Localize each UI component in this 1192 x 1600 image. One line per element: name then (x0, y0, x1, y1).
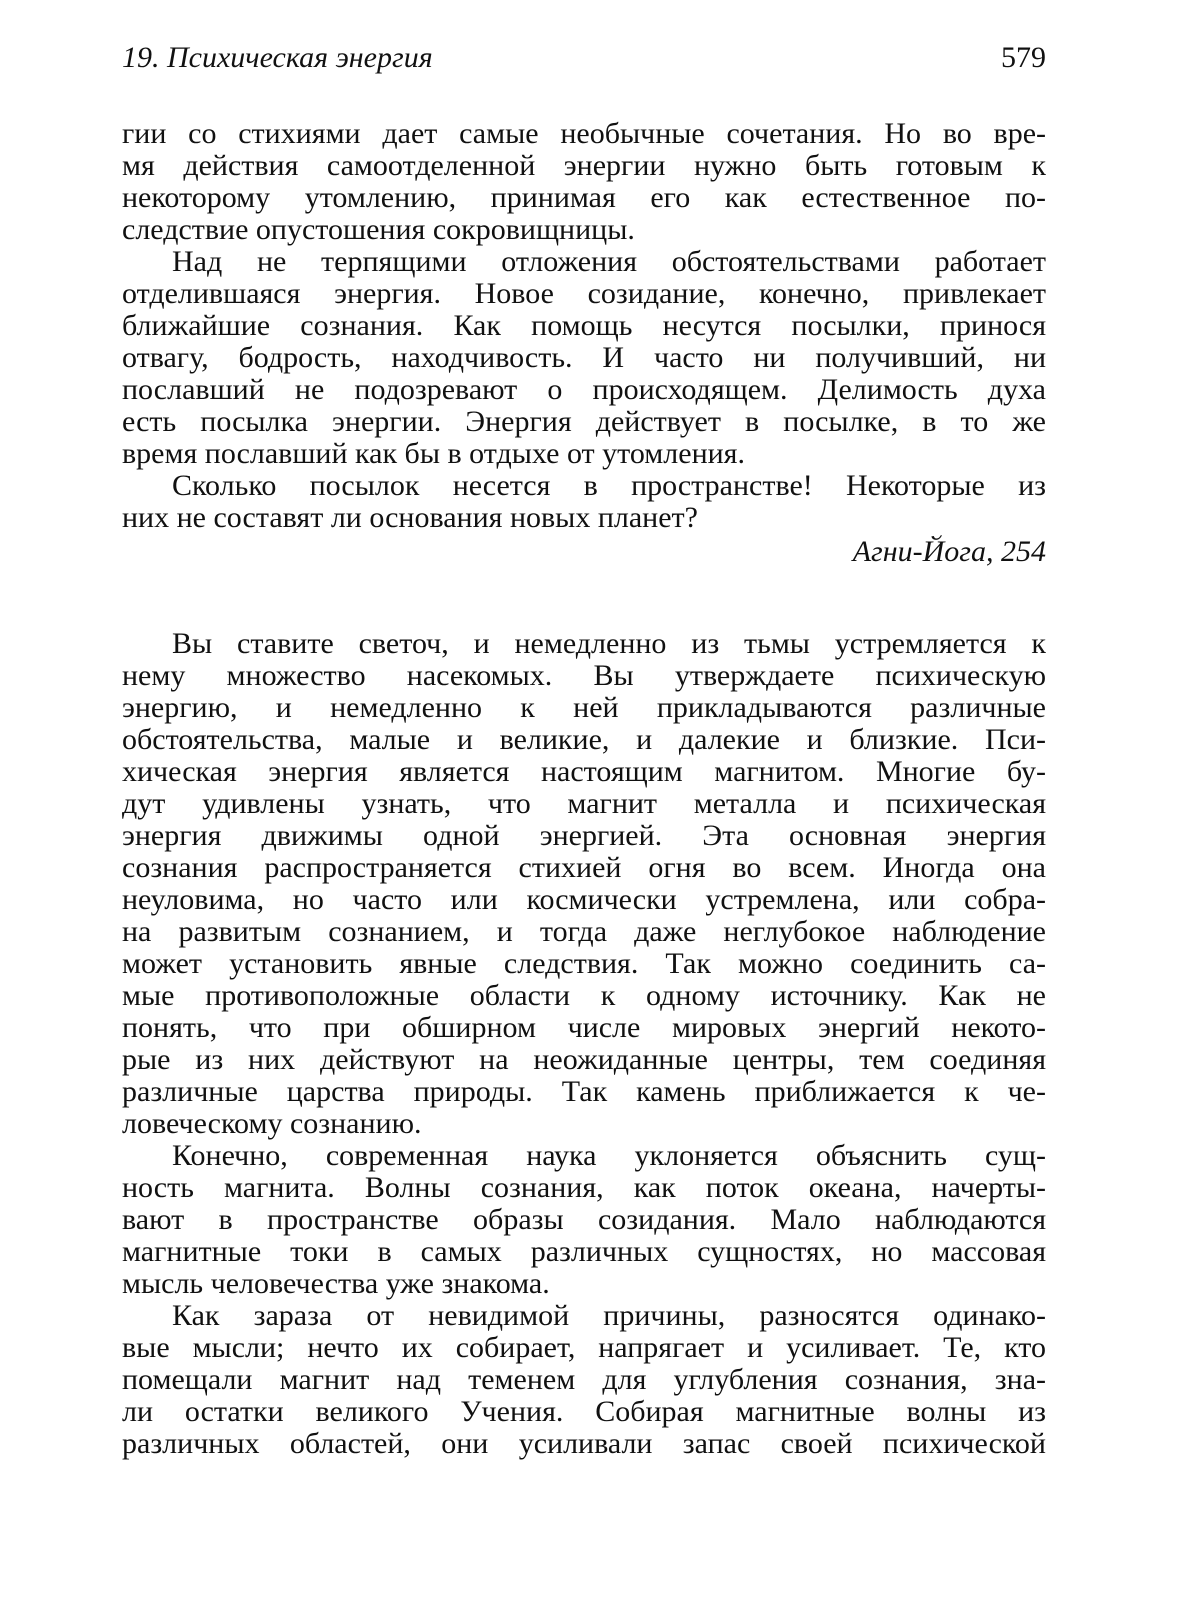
text-line: Сколько посылок несется в пространстве! Некоторые из (172, 470, 1046, 502)
text-line: время пославший как бы в отдыхе от утомления. (122, 438, 745, 470)
text-line: ли остатки великого Учения. Собирая магнитные волны из (122, 1396, 1046, 1428)
text-line: понять, что при обширном числе мировых энергий некото- (122, 1012, 1046, 1044)
text-line: ность магнита. Волны сознания, как поток океана, начерты- (122, 1172, 1046, 1204)
text-line: мысль человечества уже знакома. (122, 1268, 550, 1300)
paragraph (122, 1300, 1046, 1460)
text-line: различных областей, они усиливали запас своей психической (122, 1428, 1046, 1460)
text-line: дут удивлены узнать, что магнит металла и психическая (122, 788, 1046, 820)
text-line: Как зараза от невидимой причины, разносятся одинако- (172, 1300, 1046, 1332)
text-line: помещали магнит над теменем для углубления сознания, зна- (122, 1364, 1046, 1396)
text-line: есть посылка энергии. Энергия действует в посылке, в то же (122, 406, 1046, 438)
text-line: некоторому утомлению, принимая его как естественное по- (122, 182, 1046, 214)
paragraph (122, 628, 1046, 1140)
running-head (122, 38, 1046, 88)
passage-separator (122, 568, 1046, 628)
paragraph (122, 470, 1046, 534)
text-line: магнитные токи в самых различных сущностях, но массовая (122, 1236, 1046, 1268)
text-line: вают в пространстве образы созидания. Мало наблюдаются (122, 1204, 1046, 1236)
text-line: Над не терпящими отложения обстоятельствами работает (172, 246, 1046, 278)
body-text (122, 118, 1046, 1460)
text-line: рые из них действуют на неожиданные центры, тем соединяя (122, 1044, 1046, 1076)
page-number: 579 (1001, 41, 1046, 74)
paragraph (122, 246, 1046, 470)
passage (122, 118, 1046, 568)
text-line: пославший не подозревают о происходящем. Делимость духа (122, 374, 1046, 406)
text-line: обстоятельства, малые и великие, и далекие и близкие. Пси- (122, 724, 1046, 756)
text-line: гии со стихиями дает самые необычные сочетания. Но во вре- (122, 118, 1046, 150)
text-line: может установить явные следствия. Так можно соединить са- (122, 948, 1046, 980)
text-line: отделившаяся энергия. Новое созидание, конечно, привлекает (122, 278, 1046, 310)
text-line: мые противоположные области к одному источнику. Как не (122, 980, 1046, 1012)
source-citation: Агни-Йога, 254 (852, 535, 1046, 568)
text-line: сознания распространяется стихией огня во всем. Иногда она (122, 852, 1046, 884)
chapter-title: 19. Психическая энергия (122, 41, 433, 74)
passage (122, 628, 1046, 1460)
text-line: на развитым сознанием, и тогда даже неглубокое наблюдение (122, 916, 1046, 948)
text-line: ловеческому сознанию. (122, 1108, 422, 1140)
text-line: хическая энергия является настоящим магнитом. Многие бу- (122, 756, 1046, 788)
paragraph (122, 1140, 1046, 1300)
text-line: нему множество насекомых. Вы утверждаете психическую (122, 660, 1046, 692)
text-line: следствие опустошения сокровищницы. (122, 214, 635, 246)
book-page (122, 38, 1046, 1460)
text-line: ближайшие сознания. Как помощь несутся посылки, принося (122, 310, 1046, 342)
paragraph (122, 118, 1046, 246)
text-line: энергия движимы одной энергией. Эта основная энергия (122, 820, 1046, 852)
text-line: неуловима, но часто или космически устремлена, или собра- (122, 884, 1046, 916)
text-line: мя действия самоотделенной энергии нужно быть готовым к (122, 150, 1046, 182)
text-line: Вы ставите светоч, и немедленно из тьмы устремляется к (172, 628, 1046, 660)
text-line: вые мысли; нечто их собирает, напрягает и усиливает. Те, кто (122, 1332, 1046, 1364)
text-line: различные царства природы. Так камень приближается к че- (122, 1076, 1046, 1108)
text-line: отвагу, бодрость, находчивость. И часто ни получивший, ни (122, 342, 1046, 374)
text-line: них не составят ли основания новых планет? (122, 502, 698, 534)
text-line: энергию, и немедленно к ней прикладываются различные (122, 692, 1046, 724)
text-line: Конечно, современная наука уклоняется объяснить сущ- (172, 1140, 1046, 1172)
